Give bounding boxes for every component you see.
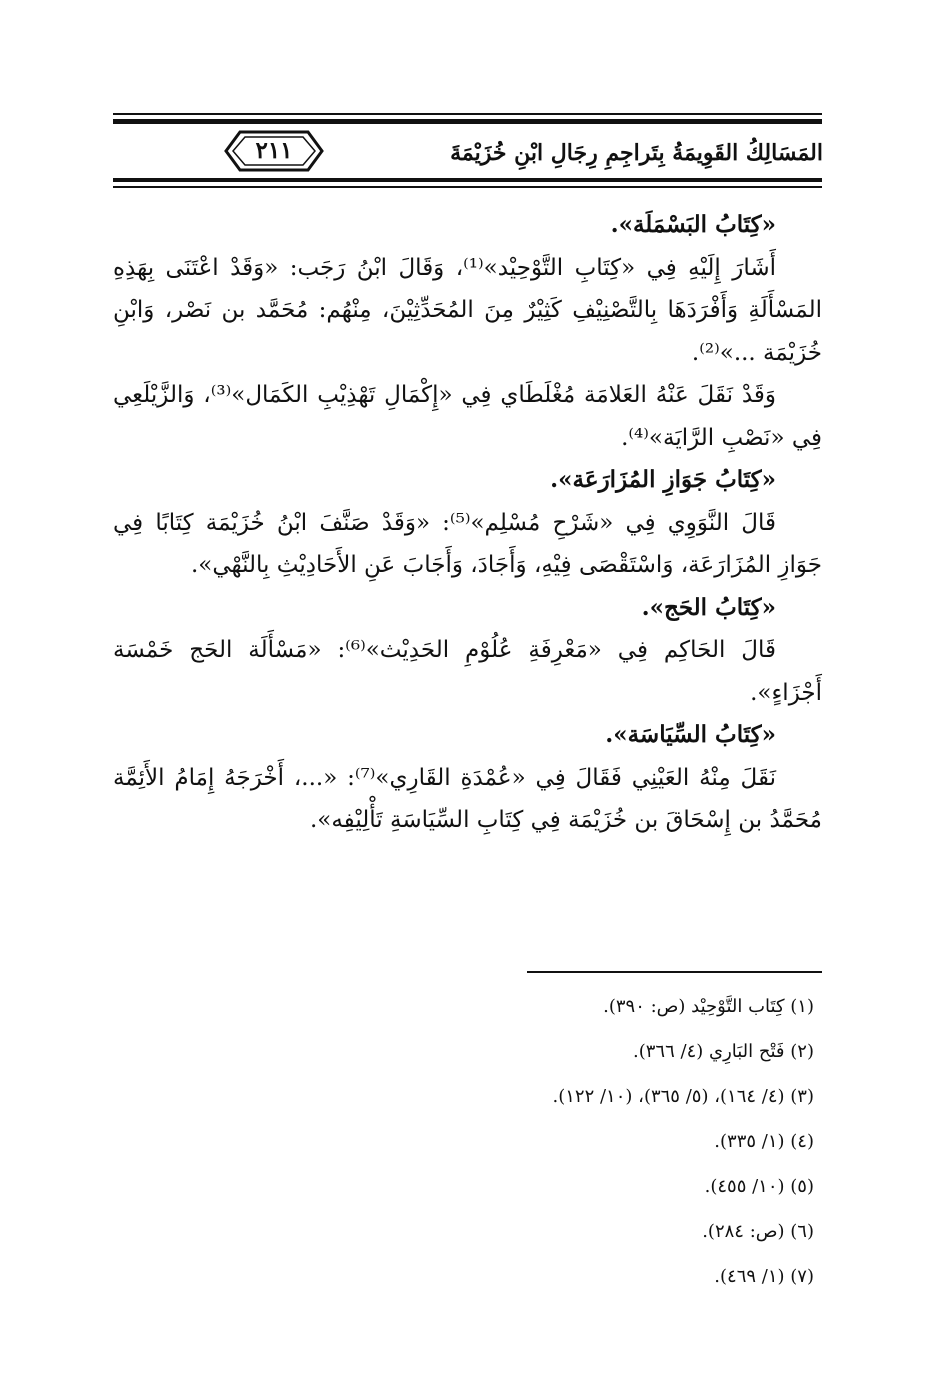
main-text bbox=[113, 204, 822, 842]
footnote: (٣) (٤/ ١٦٤)، (٥/ ٣٦٥)، (١٠/ ١٢٢). bbox=[552, 1086, 814, 1107]
footnote: (٢) فَتْح البَارِي (٤/ ٣٦٦). bbox=[633, 1041, 814, 1062]
footnote: (١) كِتَاب التَّوْحِيْد (ص: ٣٩٠). bbox=[603, 996, 814, 1017]
footnote: (٦) (ص: ٢٨٤). bbox=[702, 1221, 814, 1242]
header-rule-top-thick bbox=[113, 119, 822, 124]
footnotes bbox=[113, 984, 822, 1299]
paragraph: وَقَدْ نَقَلَ عَنْهُ العَلامَة مُغْلَطَاي فِي «إِكْمَالِ تَهْذِيْبِ الكَمَال»⁽³⁾، وَالزَّيْلَعِي فِي «نَصْبِ الرَّايَة»⁽⁴⁾. bbox=[113, 382, 822, 451]
header-rule-bottom-thick bbox=[113, 178, 822, 182]
paragraph: قَالَ النَّوَوِي فِي «شَرْحِ مُسْلِم»⁽⁵⁾: «وَقَدْ صَنَّفَ ابْنُ خُزَيْمَة كِتَابًا فِي جَوَازِ المُزَارَعَة، وَاسْتَقْصَى فِيْهِ، وَأَجَادَ، وَأَجَابَ عَنِ الأَحَادِيْثِ بِالنَّهْي». bbox=[113, 509, 822, 578]
footnote: (٤) (١/ ٣٣٥). bbox=[714, 1131, 814, 1152]
footnote: (٧) (١/ ٤٦٩). bbox=[714, 1266, 814, 1287]
running-header-title: المَسَالِكُ القَوِيمَةُ بِتَراجِمِ رِجَالِ ابْنِ خُزَيْمَةَ bbox=[450, 140, 823, 166]
page-number: ٢١١ bbox=[255, 137, 293, 164]
paragraph: أَشَارَ إِلَيْهِ فِي «كِتَابِ التَّوْحِيْد»⁽¹⁾، وَقَالَ ابْنُ رَجَب: «وَقَدْ اعْتَنَى بِهَذِهِ المَسْأَلَةِ وَأَفْرَدَهَا بِالتَّصْنِيْفِ كَثِيْرٌ مِنَ المُحَدِّثِيْنَ، مِنْهُم: مُحَمَّد بن نَصْر، وَابْنِ خُزَيْمَة ...»⁽²⁾. bbox=[113, 254, 822, 366]
section-heading: «كِتَابُ الحَج». bbox=[641, 593, 776, 621]
section-heading: «كِتَابُ جَوَازِ المُزَارَعَة». bbox=[550, 466, 776, 493]
page-number-badge bbox=[222, 126, 326, 176]
section-heading: «كِتَابُ السِّيَاسَة». bbox=[605, 721, 776, 748]
header-rule-top-thin bbox=[113, 113, 822, 115]
section-heading: «كِتَابُ البَسْمَلَة». bbox=[610, 211, 776, 238]
footnote: (٥) (١٠/ ٤٥٥). bbox=[704, 1176, 814, 1197]
paragraph: قَالَ الحَاكِم فِي «مَعْرِفَةِ عُلُوْمِ الحَدِيْث»⁽⁶⁾: «مَسْأَلَة الحَج خَمْسَة أَجْزَاءٍ». bbox=[113, 637, 822, 706]
header-rule-bottom-thin bbox=[113, 186, 822, 188]
paragraph: نَقَلَ مِنْهُ العَيْنِي فَقَالَ فِي «عُمْدَةِ القَارِي»⁽⁷⁾: «...، أَخْرَجَهُ إِمَامُ الأَئِمَّة مُحَمَّدُ بن إِسْحَاقَ بن خُزَيْمَة فِي كِتَابِ السِّيَاسَةِ تَأْلِيْفِه». bbox=[113, 764, 822, 833]
footnote-separator bbox=[527, 971, 822, 973]
